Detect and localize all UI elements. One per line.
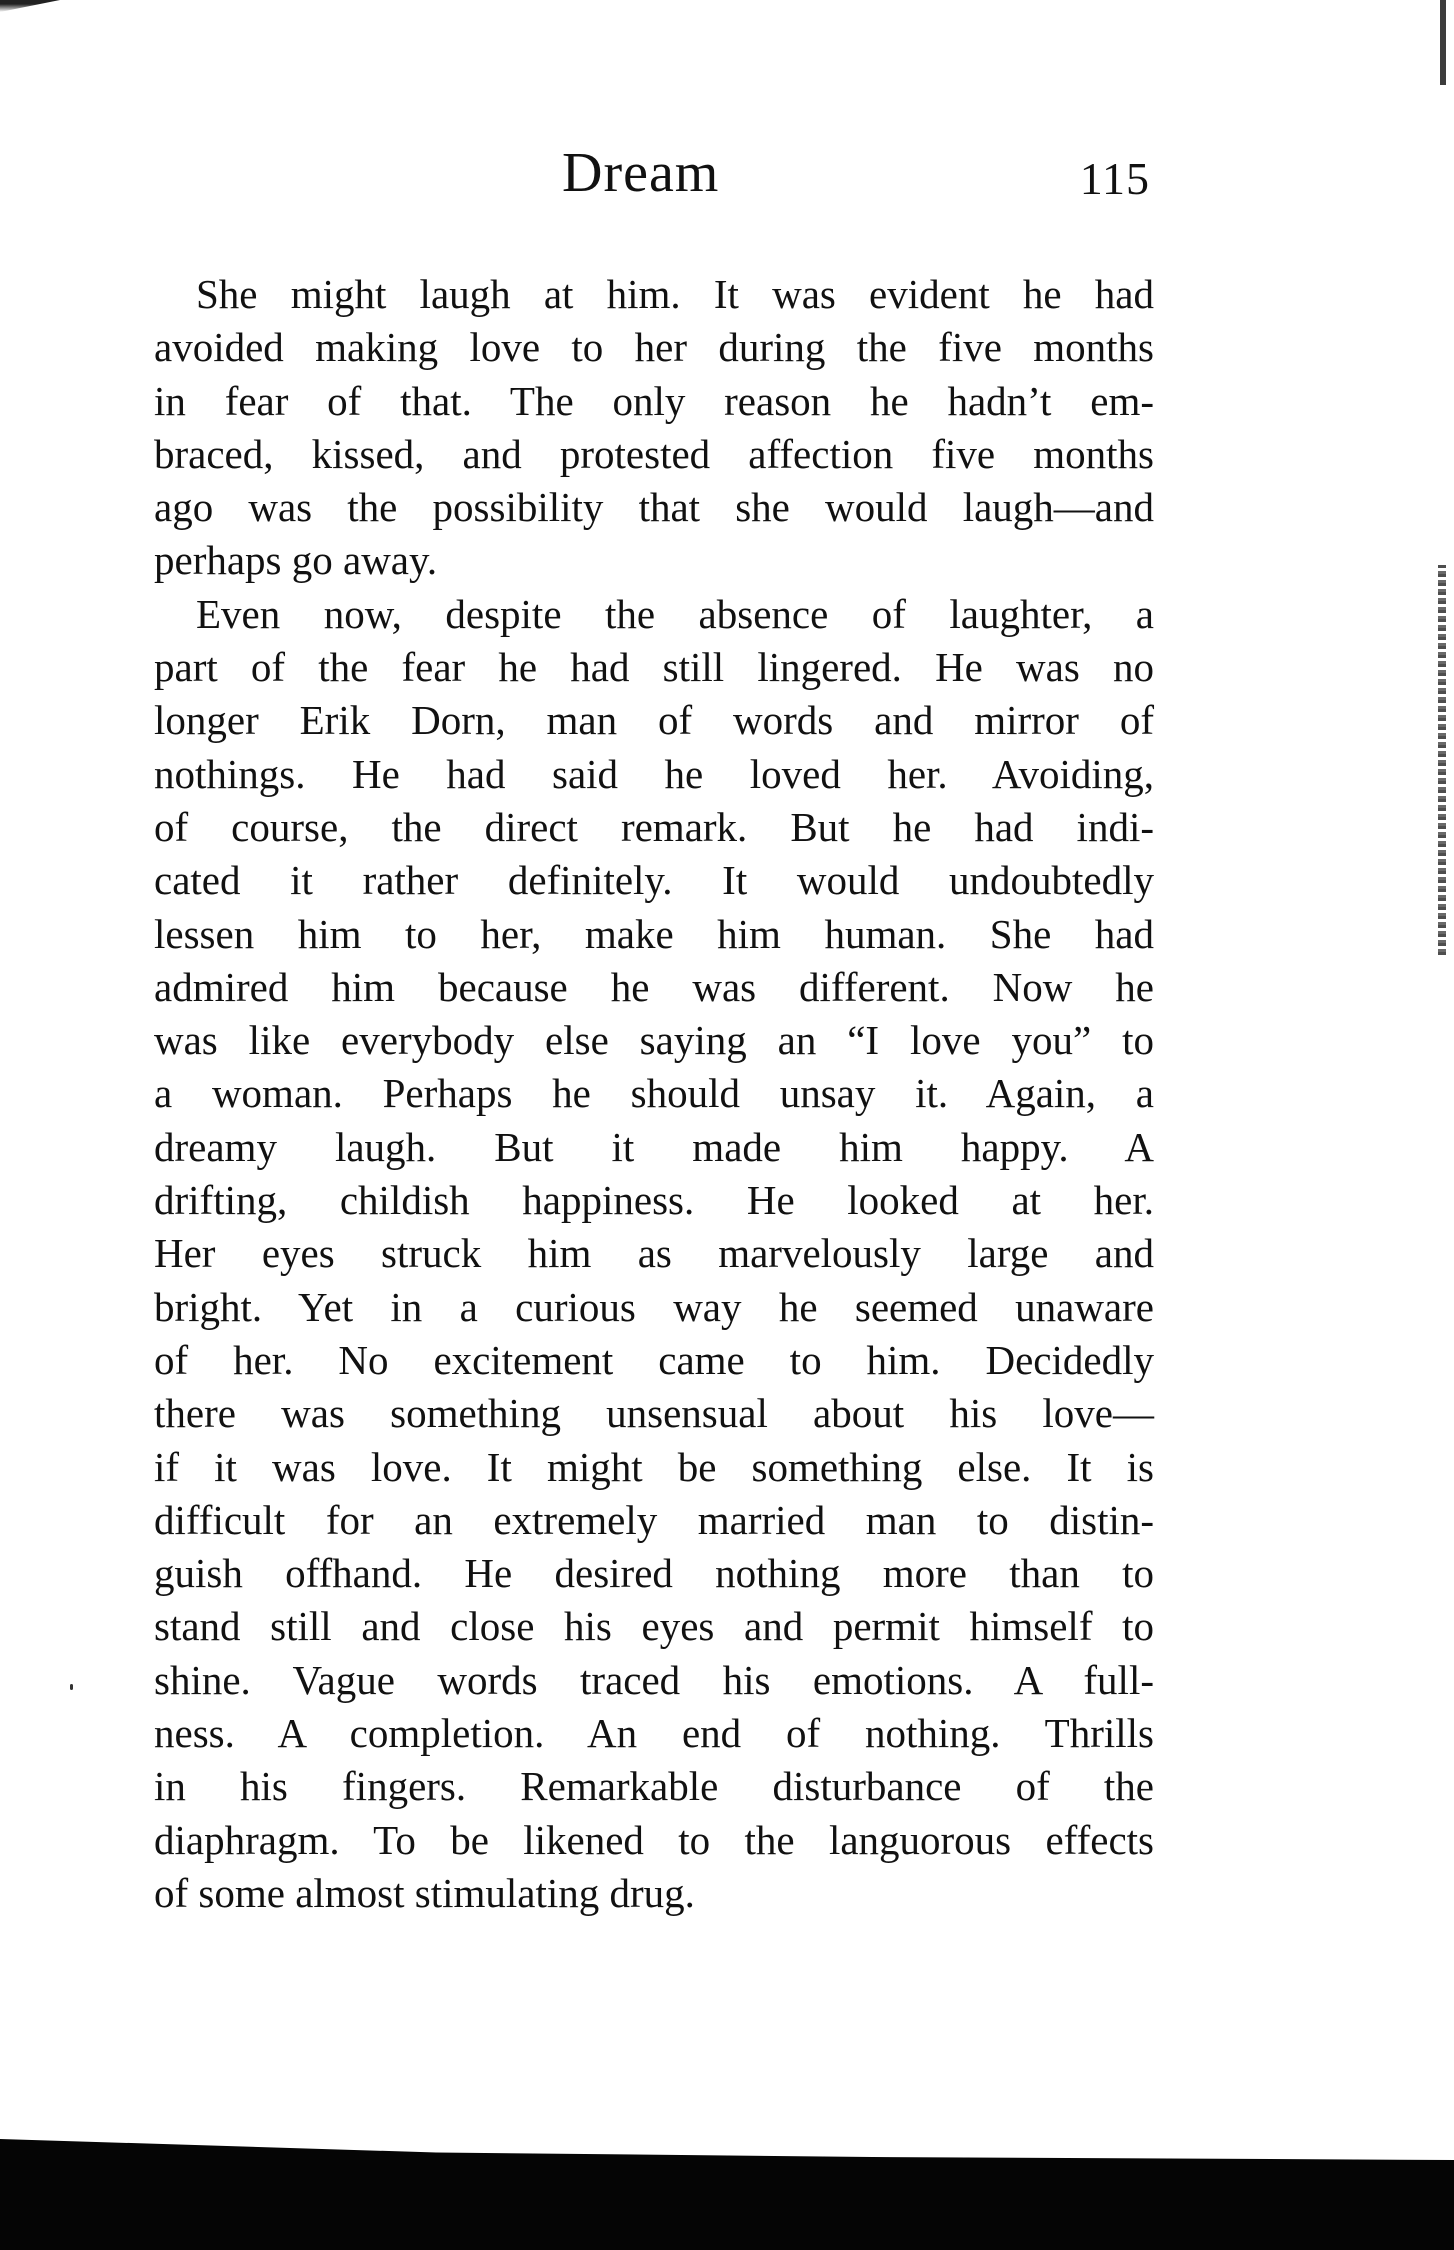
- text-line: drifting, childish happiness. He looked at her.: [154, 1177, 1154, 1224]
- body-text: [154, 268, 1154, 1920]
- text-line: She might laugh at him. It was evident he had: [196, 271, 1154, 317]
- scan-edge-shadow-top: [1440, 0, 1446, 85]
- page-header: [150, 138, 1150, 208]
- page-number: 115: [1079, 153, 1150, 204]
- text-line: guish offhand. He desired nothing more than to: [154, 1550, 1154, 1597]
- text-line: ago was the possibility that she would laugh—and: [154, 484, 1154, 531]
- text-line: in his fingers. Remarkable disturbance of the: [154, 1763, 1154, 1810]
- text-line: a woman. Perhaps he should unsay it. Again, a: [154, 1070, 1154, 1117]
- text-line: there was something unsensual about his love—: [154, 1390, 1154, 1437]
- text-line: was like everybody else saying an “I love you” to: [154, 1017, 1154, 1064]
- text-line: nothings. He had said he loved her. Avoiding,: [154, 750, 1154, 797]
- text-line: cated it rather definitely. It would undoubtedly: [154, 857, 1154, 904]
- text-line: avoided making love to her during the five months: [154, 324, 1154, 371]
- text-line: in fear of that. The only reason he hadn’t em-: [154, 377, 1154, 424]
- text-line: difficult for an extremely married man to distin-: [154, 1496, 1154, 1543]
- text-line: shine. Vague words traced his emotions. A full-: [154, 1656, 1154, 1703]
- scan-edge-mark: [0, 0, 60, 12]
- text-line: of her. No excitement came to him. Decidedly: [154, 1336, 1154, 1383]
- text-line: diaphragm. To be likened to the languorous effects: [154, 1816, 1154, 1863]
- scan-edge-shadow-mid: [1438, 565, 1446, 955]
- text-line: of some almost stimulating drug.: [154, 1869, 695, 1916]
- text-line: dreamy laugh. But it made him happy. A: [154, 1123, 1154, 1170]
- text-line: if it was love. It might be something else. It is: [154, 1443, 1154, 1490]
- text-line: braced, kissed, and protested affection five months: [154, 430, 1154, 477]
- text-line: ness. A completion. An end of nothing. Thrills: [154, 1710, 1154, 1757]
- text-line: of course, the direct remark. But he had indi-: [154, 803, 1154, 850]
- text-line: lessen him to her, make him human. She had: [154, 910, 1154, 957]
- text-line: admired him because he was different. Now he: [154, 963, 1154, 1010]
- scan-speck: [70, 1684, 73, 1690]
- text-line: bright. Yet in a curious way he seemed unaware: [154, 1283, 1154, 1330]
- text-line: stand still and close his eyes and permit himself to: [154, 1603, 1154, 1650]
- running-title: Dream: [562, 142, 720, 204]
- text-line: Even now, despite the absence of laughter, a: [196, 590, 1154, 637]
- text-line: part of the fear he had still lingered. He was no: [154, 644, 1154, 691]
- text-line: longer Erik Dorn, man of words and mirror of: [154, 697, 1154, 744]
- scan-bottom-edge: [0, 2100, 1454, 2250]
- text-line: perhaps go away.: [154, 537, 438, 584]
- text-line: Her eyes struck him as marvelously large and: [154, 1230, 1154, 1277]
